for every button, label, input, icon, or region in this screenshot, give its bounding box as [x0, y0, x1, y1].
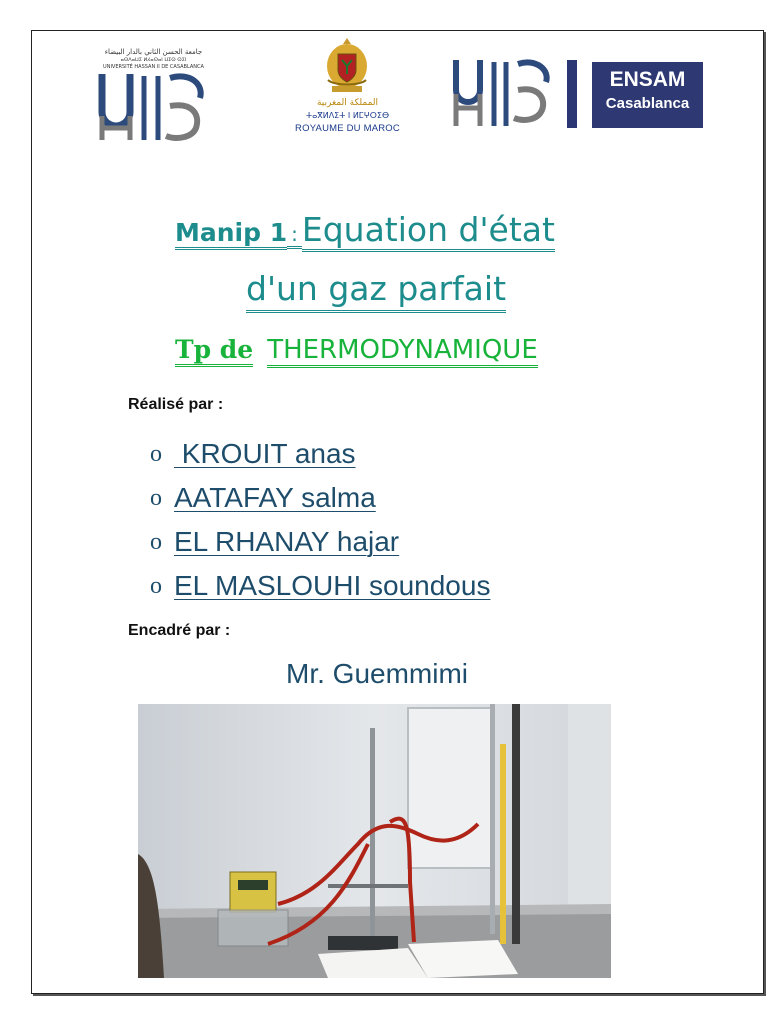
uh-caption-french: UNIVERSITÉ HASSAN II DE CASABLANCA: [103, 64, 204, 70]
uh-caption-tifinagh: ⴰⵙⴷⴰⵡⵉ ⵍⵃⴰⵙⴰⵏ ⵡⵉⵙ ⵙⵉⵏ: [120, 57, 187, 63]
tp-label: Tp de: [175, 335, 253, 367]
lab-apparatus-photo: [138, 704, 611, 978]
bullet: o: [150, 528, 162, 555]
member-name: EL MASLOUHI soundous: [174, 570, 491, 601]
uh-caption-arabic: جامعة الحسن الثاني بالدار البيضاء: [104, 48, 203, 56]
title-equation: Equation d'état: [302, 210, 555, 252]
list-item: [150, 476, 490, 520]
uh2-logo-icon-right: [452, 58, 560, 130]
subject-label: THERMODYNAMIQUE: [267, 335, 538, 368]
maroc-text-arabic: المملكة المغربية: [316, 98, 379, 108]
bullet: o: [150, 572, 162, 599]
title-colon: :: [287, 222, 302, 249]
bullet: o: [150, 440, 162, 467]
ensam-divider-bar: [567, 60, 577, 128]
encadre-par-label: Encadré par :: [128, 622, 231, 639]
list-item: [150, 432, 490, 476]
moroccan-coat-of-arms-icon: [324, 36, 370, 96]
ensam-line2: Casablanca: [605, 95, 690, 112]
title-line-2: d'un gaz parfait: [246, 268, 506, 313]
manip-label: Manip 1: [175, 218, 287, 250]
supervisor-name: Mr. Guemmimi: [286, 658, 468, 689]
member-name: EL RHANAY hajar: [174, 526, 400, 557]
member-name: KROUIT anas: [174, 438, 356, 469]
title-line-1: [175, 210, 555, 249]
member-name: AATAFAY salma: [174, 482, 376, 513]
bullet: o: [150, 484, 162, 511]
ensam-logo: [592, 62, 703, 128]
ensam-line1: ENSAM: [609, 68, 686, 91]
uh2-logo-icon: [96, 48, 211, 143]
members-list: [150, 432, 490, 608]
realise-par-label: Réalisé par :: [128, 396, 224, 413]
list-item: [150, 564, 490, 608]
maroc-text-french: ROYAUME DU MAROC: [295, 123, 400, 134]
subtitle-line: [175, 335, 538, 365]
maroc-text-tifinagh: ⵜⴰⴳⵍⴷⵉⵜ ⵏ ⵍⵎⵖⵔⵉⴱ: [305, 111, 390, 120]
royaume-du-maroc-emblem: [290, 36, 405, 138]
list-item: [150, 520, 490, 564]
